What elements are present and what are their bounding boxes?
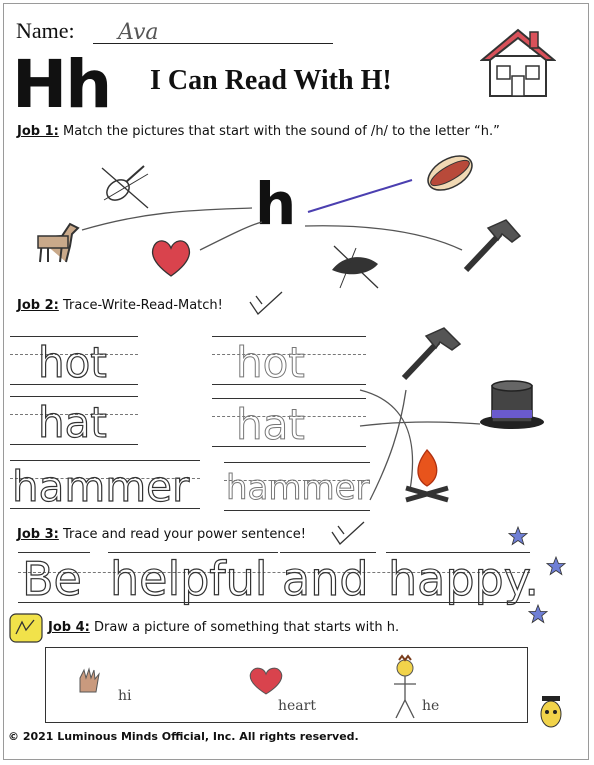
heart-icon — [148, 236, 194, 278]
job1-instruction — [17, 124, 500, 139]
job4-label: Job 4: — [48, 620, 90, 635]
mascot-icon — [536, 694, 566, 730]
orca-icon — [326, 240, 384, 292]
heart-drawing-icon — [246, 666, 286, 696]
star-icon — [546, 556, 566, 576]
sentence-row — [18, 552, 540, 608]
hammer-icon — [458, 218, 524, 276]
job1-label: Job 1: — [17, 124, 59, 139]
page-title: I Can Read With H! — [150, 65, 392, 96]
write-row-hammer — [224, 462, 370, 514]
checkmark-doodle-icon — [248, 290, 284, 316]
copyright-text: © 2021 Luminous Minds Official, Inc. All rights reserved. — [8, 730, 359, 743]
violin-icon — [98, 160, 152, 212]
sentence-word-helpful: helpful — [110, 552, 268, 606]
star-icon — [528, 604, 548, 624]
horse-icon — [32, 218, 82, 264]
write-word-hammer: hammer — [226, 468, 370, 508]
job1-text: Match the pictures that start with the sound of /h/ to the letter “h.” — [62, 124, 500, 139]
house-icon — [480, 26, 556, 100]
checkmark-doodle-icon — [330, 520, 366, 546]
name-value: Ava — [118, 20, 159, 45]
trace-row-hot — [10, 336, 138, 388]
sticky-note-icon — [8, 612, 44, 644]
write-row-hat — [212, 398, 366, 450]
trace-word-hot: hot — [38, 338, 107, 387]
campfire-icon — [400, 446, 454, 506]
hammer-icon — [396, 326, 464, 384]
hotdog-icon — [424, 150, 476, 196]
sentence-word-and: and — [282, 552, 369, 606]
drawing-label-he: he — [422, 698, 440, 714]
trace-row-hammer — [10, 460, 200, 512]
name-label: Name: — [16, 18, 75, 43]
hand-drawing-icon — [76, 666, 102, 694]
job3-label: Job 3: — [17, 527, 59, 542]
big-letters: Hh — [12, 46, 111, 123]
job1-center-letter: h — [255, 170, 297, 238]
trace-word-hat: hat — [38, 398, 107, 447]
job2-text: Trace-Write-Read-Match! — [62, 298, 223, 313]
job3-instruction — [17, 527, 306, 542]
write-word-hot: hot — [236, 338, 305, 387]
trace-word-hammer: hammer — [12, 462, 190, 511]
job2-instruction — [17, 298, 223, 313]
write-word-hat: hat — [236, 400, 305, 449]
write-row-hot — [212, 336, 366, 388]
job3-text: Trace and read your power sentence! — [62, 527, 306, 542]
drawing-label-hi: hi — [118, 688, 132, 704]
job4-text: Draw a picture of something that starts with h. — [93, 620, 400, 635]
job4-instruction — [48, 620, 399, 635]
drawing-box[interactable] — [45, 647, 528, 723]
drawing-label-heart: heart — [278, 698, 316, 714]
star-icon — [508, 526, 528, 546]
trace-row-hat — [10, 396, 138, 448]
job2-label: Job 2: — [17, 298, 59, 313]
top-hat-icon — [478, 378, 546, 432]
stick-figure-drawing-icon — [390, 654, 420, 722]
sentence-word-be: Be — [22, 552, 82, 606]
sentence-word-happy: happy. — [388, 552, 540, 606]
